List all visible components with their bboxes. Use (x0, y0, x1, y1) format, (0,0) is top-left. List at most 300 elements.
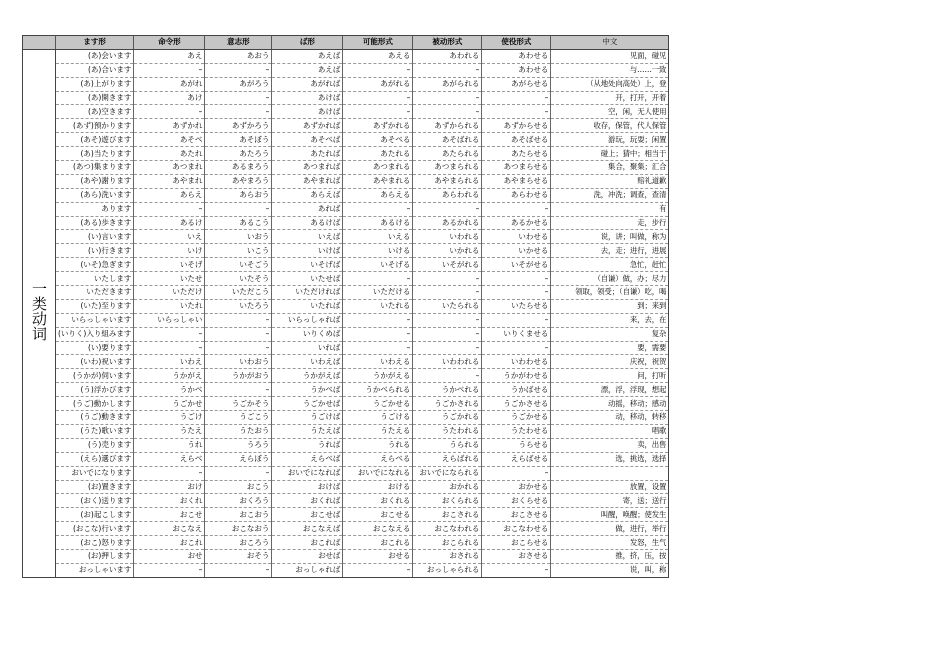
table-row (23, 327, 669, 341)
cell-masu-form: (い)行きます (56, 244, 134, 258)
cell-causative-form: – (482, 341, 551, 355)
cell-ba-form: あけば (272, 91, 343, 105)
cell-passive-form: うごかされる (413, 397, 482, 411)
table-row (23, 147, 669, 161)
header-ba-form: ば形 (272, 36, 343, 50)
cell-imperative-form: あえ (134, 49, 205, 63)
cell-causative-form: いわせる (482, 230, 551, 244)
cell-imperative-form: おくれ (134, 494, 205, 508)
table-row (23, 202, 669, 216)
cell-volitional-form: おそう (205, 549, 272, 563)
header-volitional-form: 意志形 (205, 36, 272, 50)
header-imperative-form: 命令形 (134, 36, 205, 50)
cell-volitional-form: – (205, 63, 272, 77)
cell-causative-form: うかばせる (482, 383, 551, 397)
cell-causative-form: – (482, 272, 551, 286)
cell-causative-form: うらせる (482, 438, 551, 452)
table-row (23, 188, 669, 202)
cell-ba-form: うかべば (272, 383, 343, 397)
cell-passive-form: いわれる (413, 230, 482, 244)
cell-passive-form: いそがれる (413, 258, 482, 272)
cell-imperative-form: うかべ (134, 383, 205, 397)
cell-ba-form: うごかせば (272, 397, 343, 411)
cell-causative-form: おこらせる (482, 536, 551, 550)
cell-potential-form: あつまれる (343, 161, 413, 175)
table-row (23, 466, 669, 480)
cell-masu-form: (あ)会います (56, 49, 134, 63)
cell-volitional-form: あらおう (205, 188, 272, 202)
cell-volitional-form: いたそう (205, 272, 272, 286)
cell-volitional-form: おこなおう (205, 522, 272, 536)
table-row (23, 49, 669, 63)
cell-ba-form: あずかれば (272, 119, 343, 133)
cell-ba-form: おくれば (272, 494, 343, 508)
cell-volitional-form: うろう (205, 438, 272, 452)
cell-potential-form: あがれる (343, 77, 413, 91)
cell-potential-form: いただける (343, 286, 413, 300)
cell-causative-form: あらわせる (482, 188, 551, 202)
table-row (23, 563, 669, 577)
cell-potential-form: おこれる (343, 536, 413, 550)
cell-imperative-form: – (134, 63, 205, 77)
cell-causative-form: – (482, 202, 551, 216)
header-masu-form: ます形 (56, 36, 134, 50)
cell-imperative-form: おけ (134, 480, 205, 494)
cell-potential-form: いたれる (343, 299, 413, 313)
cell-volitional-form: いただこう (205, 286, 272, 300)
cell-passive-form: あわれる (413, 49, 482, 63)
cell-masu-form: (あつ)集まります (56, 161, 134, 175)
cell-imperative-form: いたれ (134, 299, 205, 313)
cell-ba-form: あれば (272, 202, 343, 216)
cell-causative-form: あがらせる (482, 77, 551, 91)
cell-potential-form: うかべられる (343, 383, 413, 397)
table-body (23, 49, 669, 577)
cell-imperative-form: – (134, 105, 205, 119)
cell-passive-form: あやまられる (413, 174, 482, 188)
table-row (23, 272, 669, 286)
cell-ba-form: おっしゃれば (272, 563, 343, 577)
cell-imperative-form: うごかせ (134, 397, 205, 411)
cell-ba-form: いりくめば (272, 327, 343, 341)
cell-volitional-form: – (205, 105, 272, 119)
cell-masu-form: (い)言います (56, 230, 134, 244)
table-row (23, 355, 669, 369)
cell-chinese-meaning: 与……一致 (551, 63, 669, 77)
cell-potential-form: うごける (343, 411, 413, 425)
cell-causative-form: あたらせる (482, 147, 551, 161)
table-row (23, 480, 669, 494)
cell-chinese-meaning: 赔礼道歉 (551, 174, 669, 188)
cell-chinese-meaning: 收存，保管，代人保管 (551, 119, 669, 133)
cell-masu-form: いたします (56, 272, 134, 286)
cell-imperative-form: あがれ (134, 77, 205, 91)
cell-potential-form: うごかせる (343, 397, 413, 411)
cell-chinese-meaning: 到；来到 (551, 299, 669, 313)
table-row (23, 549, 669, 563)
cell-ba-form: あけば (272, 105, 343, 119)
cell-masu-form: おいでになります (56, 466, 134, 480)
cell-imperative-form: – (134, 466, 205, 480)
cell-imperative-form: うかがえ (134, 369, 205, 383)
cell-passive-form: あがられる (413, 77, 482, 91)
cell-volitional-form: あるこう (205, 216, 272, 230)
table-row (23, 522, 669, 536)
cell-potential-form: うかがえる (343, 369, 413, 383)
cell-ba-form: いそげば (272, 258, 343, 272)
cell-masu-form: (えら)選びます (56, 452, 134, 466)
cell-passive-form: – (413, 91, 482, 105)
cell-masu-form: (うご)動かします (56, 397, 134, 411)
cell-masu-form: (おく)送ります (56, 494, 134, 508)
cell-masu-form: (い)要ります (56, 341, 134, 355)
cell-masu-form: (あ)当たります (56, 147, 134, 161)
cell-ba-form: うごけば (272, 411, 343, 425)
cell-passive-form: – (413, 63, 482, 77)
verb-conjugation-table (22, 35, 669, 578)
cell-masu-form: (お)起こします (56, 508, 134, 522)
cell-chinese-meaning: 漂，浮，浮现，想起 (551, 383, 669, 397)
header-potential-form: 可能形式 (343, 36, 413, 50)
cell-volitional-form: あがろう (205, 77, 272, 91)
cell-volitional-form: いおう (205, 230, 272, 244)
cell-imperative-form: いけ (134, 244, 205, 258)
cell-masu-form: (いりく)入り組みます (56, 327, 134, 341)
cell-potential-form: いわえる (343, 355, 413, 369)
table-row (23, 230, 669, 244)
cell-ba-form: えらべば (272, 452, 343, 466)
cell-imperative-form: いたせ (134, 272, 205, 286)
cell-chinese-meaning: 寄，送；送行 (551, 494, 669, 508)
cell-potential-form: – (343, 202, 413, 216)
cell-chinese-meaning: 说，叫，称 (551, 563, 669, 577)
cell-chinese-meaning: 去，走；进行，进展 (551, 244, 669, 258)
cell-potential-form: おこせる (343, 508, 413, 522)
cell-imperative-form: あそべ (134, 133, 205, 147)
header-corner (23, 36, 56, 50)
cell-masu-form: (あず)預かります (56, 119, 134, 133)
cell-chinese-meaning: 开，打开，开着 (551, 91, 669, 105)
cell-passive-form: おいでになられる (413, 466, 482, 480)
cell-causative-form: – (482, 466, 551, 480)
cell-imperative-form: えらべ (134, 452, 205, 466)
cell-ba-form: いれば (272, 341, 343, 355)
cell-causative-form: あわせる (482, 49, 551, 63)
header-row (23, 36, 669, 50)
table-row (23, 383, 669, 397)
cell-potential-form: えらべる (343, 452, 413, 466)
table-row (23, 244, 669, 258)
table-row (23, 286, 669, 300)
cell-chinese-meaning: 有 (551, 202, 669, 216)
cell-imperative-form: – (134, 563, 205, 577)
cell-causative-form: いわわせる (482, 355, 551, 369)
cell-volitional-form: – (205, 202, 272, 216)
table-row (23, 77, 669, 91)
cell-passive-form: いわわれる (413, 355, 482, 369)
table-row (23, 508, 669, 522)
table-row (23, 133, 669, 147)
cell-chinese-meaning: 做，进行，举行 (551, 522, 669, 536)
cell-chinese-meaning: 洗，冲洗；调查，查清 (551, 188, 669, 202)
cell-causative-form: うかがわせる (482, 369, 551, 383)
cell-potential-form: あたれる (343, 147, 413, 161)
cell-volitional-form: – (205, 327, 272, 341)
cell-potential-form: – (343, 272, 413, 286)
cell-chinese-meaning (551, 466, 669, 480)
cell-imperative-form: あたれ (134, 147, 205, 161)
cell-ba-form: いらっしゃれば (272, 313, 343, 327)
cell-passive-form: おかれる (413, 480, 482, 494)
cell-causative-form: うごかさせる (482, 397, 551, 411)
cell-ba-form: あやまれば (272, 174, 343, 188)
table-row (23, 216, 669, 230)
cell-causative-form: いかせる (482, 244, 551, 258)
cell-chinese-meaning: 领取，领受；（自谦）吃，喝 (551, 286, 669, 300)
cell-ba-form: おけば (272, 480, 343, 494)
cell-potential-form: – (343, 341, 413, 355)
cell-potential-form: – (343, 91, 413, 105)
cell-causative-form: おくらせる (482, 494, 551, 508)
cell-imperative-form: – (134, 327, 205, 341)
cell-passive-form: – (413, 105, 482, 119)
cell-potential-form: – (343, 105, 413, 119)
cell-masu-form: (あそ)遊びます (56, 133, 134, 147)
cell-volitional-form: いたろう (205, 299, 272, 313)
cell-volitional-form: うごこう (205, 411, 272, 425)
cell-passive-form: – (413, 369, 482, 383)
cell-masu-form: (あや)謝ります (56, 174, 134, 188)
cell-passive-form: いたられる (413, 299, 482, 313)
cell-volitional-form: うたおう (205, 424, 272, 438)
cell-potential-form: おこなえる (343, 522, 413, 536)
cell-masu-form: (うご)動きます (56, 411, 134, 425)
cell-potential-form: – (343, 313, 413, 327)
cell-potential-form: – (343, 327, 413, 341)
cell-imperative-form: あらえ (134, 188, 205, 202)
cell-causative-form: あやまらせる (482, 174, 551, 188)
cell-imperative-form: あやまれ (134, 174, 205, 188)
cell-imperative-form: いそげ (134, 258, 205, 272)
table-row (23, 341, 669, 355)
cell-imperative-form: うれ (134, 438, 205, 452)
cell-causative-form: あずからせる (482, 119, 551, 133)
table-row (23, 119, 669, 133)
cell-volitional-form: いそごう (205, 258, 272, 272)
table-row (23, 369, 669, 383)
cell-chinese-meaning: 说，讲；叫做，称为 (551, 230, 669, 244)
header-causative-form: 使役形式 (482, 36, 551, 50)
cell-passive-form: おっしゃられる (413, 563, 482, 577)
category-cell (23, 49, 56, 577)
cell-masu-form: (うかが)伺います (56, 369, 134, 383)
cell-masu-form: おっしゃいます (56, 563, 134, 577)
cell-ba-form: おこれば (272, 536, 343, 550)
cell-potential-form: うたえる (343, 424, 413, 438)
cell-volitional-form: おこおう (205, 508, 272, 522)
cell-potential-form: あずかれる (343, 119, 413, 133)
cell-imperative-form: おこなえ (134, 522, 205, 536)
cell-chinese-meaning: 动，移动，转移 (551, 411, 669, 425)
cell-chinese-meaning: 集合，聚集；汇合 (551, 161, 669, 175)
cell-potential-form: あやまれる (343, 174, 413, 188)
cell-causative-form: あつまらせる (482, 161, 551, 175)
cell-masu-form: いただきます (56, 286, 134, 300)
cell-ba-form: あつまれば (272, 161, 343, 175)
cell-chinese-meaning: 卖，出售 (551, 438, 669, 452)
cell-causative-form: うごかせる (482, 411, 551, 425)
cell-volitional-form: – (205, 466, 272, 480)
cell-ba-form: いわえば (272, 355, 343, 369)
cell-passive-form: うごかれる (413, 411, 482, 425)
cell-chinese-meaning: 叫醒，唤醒；使发生 (551, 508, 669, 522)
table-row (23, 494, 669, 508)
table-row (23, 299, 669, 313)
cell-volitional-form: あずかろう (205, 119, 272, 133)
cell-masu-form: (あ)合います (56, 63, 134, 77)
cell-volitional-form: えらぼう (205, 452, 272, 466)
cell-causative-form: あわせる (482, 63, 551, 77)
table-row (23, 536, 669, 550)
cell-masu-form: (お)置きます (56, 480, 134, 494)
cell-ba-form: いたせば (272, 272, 343, 286)
cell-masu-form: いらっしゃいます (56, 313, 134, 327)
cell-ba-form: あそべば (272, 133, 343, 147)
header-chinese: 中文 (551, 36, 669, 50)
cell-chinese-meaning: 碰上；猜中；相当于 (551, 147, 669, 161)
cell-ba-form: あえば (272, 49, 343, 63)
cell-potential-form: いける (343, 244, 413, 258)
cell-potential-form: あらえる (343, 188, 413, 202)
cell-potential-form: – (343, 63, 413, 77)
cell-passive-form: – (413, 272, 482, 286)
cell-chinese-meaning: （自谦）做，办；尽力 (551, 272, 669, 286)
table-row (23, 258, 669, 272)
cell-volitional-form: いこう (205, 244, 272, 258)
cell-ba-form: おこせば (272, 508, 343, 522)
cell-passive-form: あずかられる (413, 119, 482, 133)
cell-volitional-form: – (205, 91, 272, 105)
cell-chinese-meaning: 复杂 (551, 327, 669, 341)
cell-causative-form: あるかせる (482, 216, 551, 230)
cell-chinese-meaning: 急忙，赶忙 (551, 258, 669, 272)
table-row (23, 397, 669, 411)
cell-masu-form: (あら)洗います (56, 188, 134, 202)
table-row (23, 105, 669, 119)
cell-chinese-meaning: 来，去，在 (551, 313, 669, 327)
cell-volitional-form: いわおう (205, 355, 272, 369)
cell-masu-form: (いた)至ります (56, 299, 134, 313)
cell-imperative-form: あるけ (134, 216, 205, 230)
cell-chinese-meaning: 选，挑选，选择 (551, 452, 669, 466)
cell-ba-form: あがれば (272, 77, 343, 91)
cell-ba-form: うかがえば (272, 369, 343, 383)
cell-causative-form: おかせる (482, 480, 551, 494)
cell-potential-form: いそげる (343, 258, 413, 272)
cell-masu-form: (う)売ります (56, 438, 134, 452)
cell-masu-form: (あ)開きます (56, 91, 134, 105)
cell-chinese-meaning: 动摇，移动；感动 (551, 397, 669, 411)
cell-passive-form: おこられる (413, 536, 482, 550)
cell-ba-form: あらえば (272, 188, 343, 202)
table-row (23, 174, 669, 188)
cell-volitional-form: – (205, 383, 272, 397)
cell-ba-form: おこなえば (272, 522, 343, 536)
cell-imperative-form: おせ (134, 549, 205, 563)
cell-passive-form: あらわれる (413, 188, 482, 202)
category-label: 一类动词 (30, 281, 48, 342)
table-row (23, 438, 669, 452)
cell-ba-form: いえば (272, 230, 343, 244)
cell-potential-form: あそべる (343, 133, 413, 147)
cell-potential-form: あえる (343, 49, 413, 63)
cell-ba-form: いたれば (272, 299, 343, 313)
cell-potential-form: あるける (343, 216, 413, 230)
cell-masu-form: あります (56, 202, 134, 216)
cell-passive-form: うられる (413, 438, 482, 452)
cell-chinese-meaning: 庆祝，祝贺 (551, 355, 669, 369)
cell-imperative-form: あけ (134, 91, 205, 105)
cell-chinese-meaning: 要，需要 (551, 341, 669, 355)
cell-masu-form: (あ)上がります (56, 77, 134, 91)
cell-volitional-form: うかがおう (205, 369, 272, 383)
cell-masu-form: (あ)空きます (56, 105, 134, 119)
cell-ba-form: あるけば (272, 216, 343, 230)
cell-imperative-form: うごけ (134, 411, 205, 425)
cell-passive-form: – (413, 313, 482, 327)
table-row (23, 161, 669, 175)
cell-passive-form: あるかれる (413, 216, 482, 230)
cell-causative-form: いりくませる (482, 327, 551, 341)
cell-volitional-form: あおう (205, 49, 272, 63)
cell-causative-form: うたわせる (482, 424, 551, 438)
cell-ba-form: おいでになれば (272, 466, 343, 480)
cell-passive-form: えらばれる (413, 452, 482, 466)
cell-ba-form: おせば (272, 549, 343, 563)
cell-chinese-meaning: 唱歌 (551, 424, 669, 438)
cell-masu-form: (いそ)急ぎます (56, 258, 134, 272)
cell-volitional-form: – (205, 563, 272, 577)
cell-imperative-form: – (134, 341, 205, 355)
cell-imperative-form: うたえ (134, 424, 205, 438)
cell-causative-form: おこさせる (482, 508, 551, 522)
cell-masu-form: (おこな)行います (56, 522, 134, 536)
cell-masu-form: (ある)歩きます (56, 216, 134, 230)
cell-imperative-form: あずかれ (134, 119, 205, 133)
cell-causative-form: あそばせる (482, 133, 551, 147)
table-row (23, 313, 669, 327)
cell-volitional-form: おくろう (205, 494, 272, 508)
cell-passive-form: いかれる (413, 244, 482, 258)
cell-passive-form: – (413, 286, 482, 300)
cell-causative-form: おこなわせる (482, 522, 551, 536)
cell-volitional-form: あたろう (205, 147, 272, 161)
cell-passive-form: おくられる (413, 494, 482, 508)
cell-potential-form: おせる (343, 549, 413, 563)
cell-passive-form: うたわれる (413, 424, 482, 438)
table-row (23, 91, 669, 105)
cell-passive-form: あたられる (413, 147, 482, 161)
cell-causative-form: おさせる (482, 549, 551, 563)
cell-passive-form: – (413, 341, 482, 355)
cell-imperative-form: おこれ (134, 536, 205, 550)
cell-chinese-meaning: 空，闲，无人使用 (551, 105, 669, 119)
cell-volitional-form: – (205, 341, 272, 355)
cell-masu-form: (うた)歌います (56, 424, 134, 438)
cell-ba-form: いけば (272, 244, 343, 258)
table-row (23, 63, 669, 77)
cell-causative-form: いそがせる (482, 258, 551, 272)
